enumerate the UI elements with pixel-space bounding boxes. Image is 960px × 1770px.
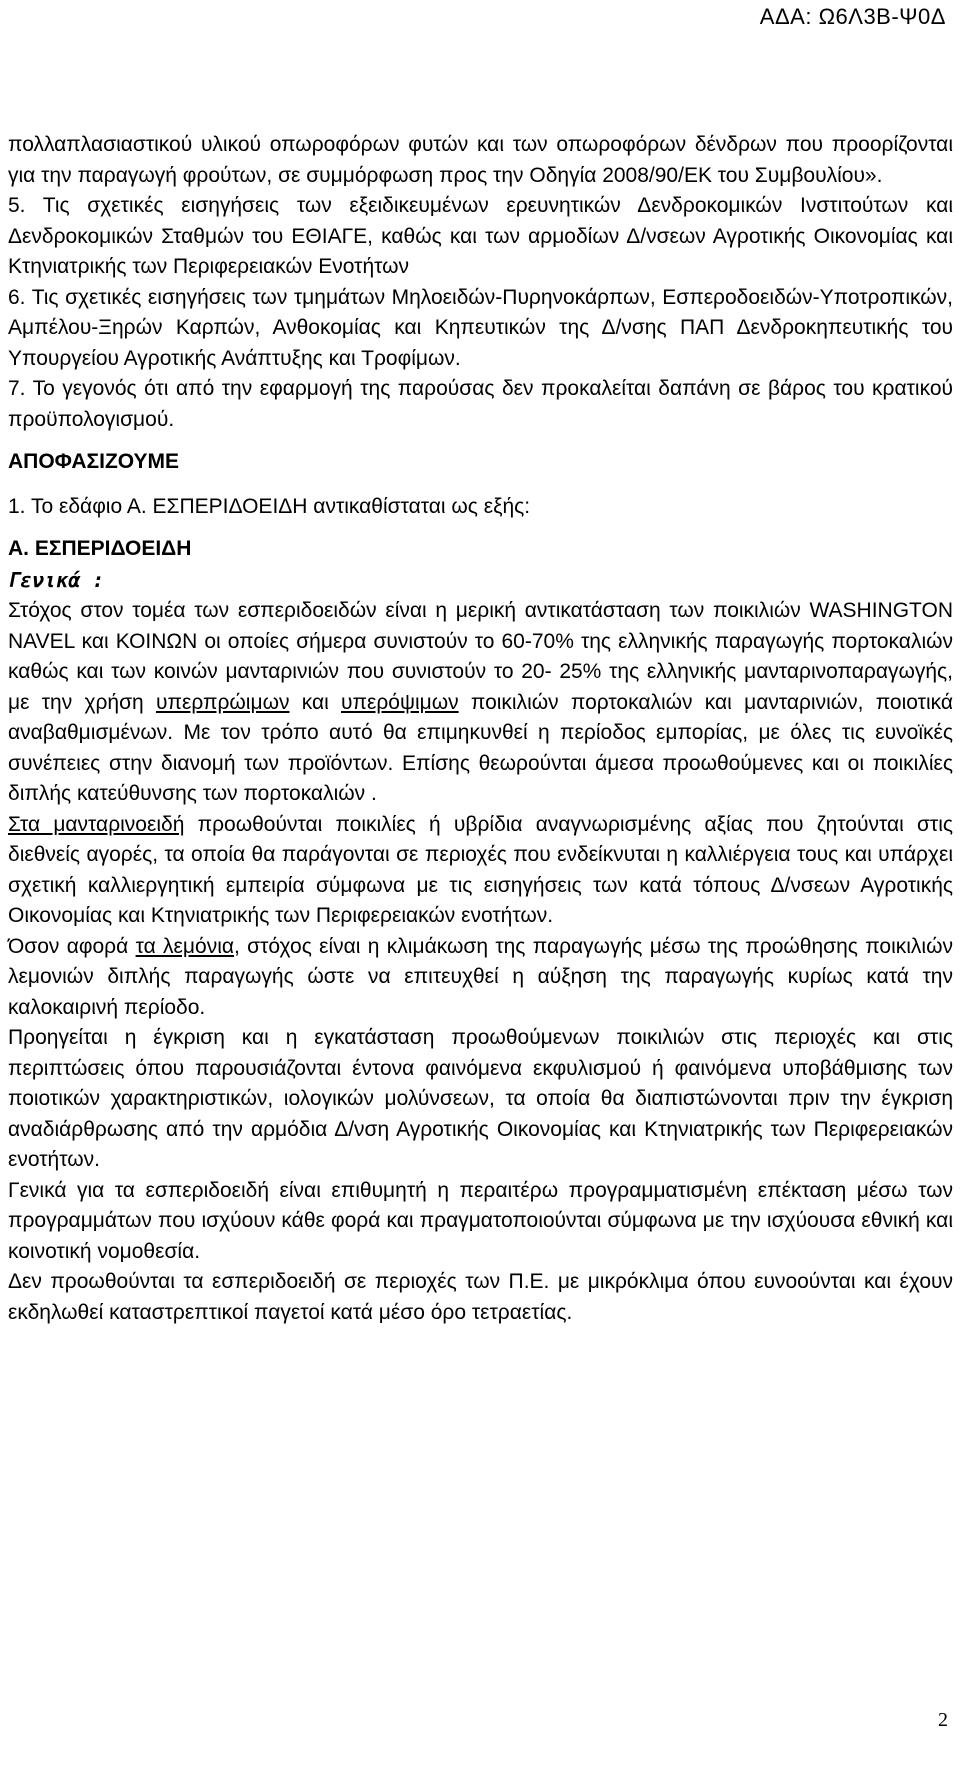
- recital-item-7: 7. Το γεγονός ότι από την εφαρμογή της παρούσας δεν προκαλείται δαπάνη σε βάρος του κρατικού προϋπολογισμού.: [8, 377, 953, 431]
- mandarins-underlined: Στα μανταρινοειδή: [8, 812, 185, 836]
- goal-text-mid: και: [289, 690, 342, 714]
- ada-header: ΑΔΑ: Ω6Λ3Β-Ψ0Δ: [759, 4, 946, 29]
- lemons-text-start: Όσον αφορά: [8, 934, 136, 958]
- paragraph-goal: [8, 596, 953, 810]
- goal-text-start: Στόχος στον τομέα των εσπεριδοειδών είναι η μερική αντικατάσταση των ποικιλιών WASHINGTON NAVEL και ΚΟΙΝΩΝ οι οποίες σήμερα συνιστούν το 60-70% της ελληνικής παραγωγής πορτοκαλιών καθώς και των κοινών μανταρινιών που συνιστούν το 20- 25% της ελληνικής μανταρινοπαραγωγής, με την χρήση: [8, 599, 953, 714]
- lemons-text: , στόχος είναι η κλιμάκωση της παραγωγής μέσω της προώθησης ποικιλιών λεμονιών διπλής παραγωγής ώστε να επιτευχθεί η αύξηση της παραγωγής κυρίως κατά την καλοκαιρινή περίοδο.: [8, 934, 953, 1019]
- goal-underlined-early: υπερπρώιμων: [155, 690, 290, 714]
- paragraph-approval: Προηγείται η έγκριση και η εγκατάσταση προωθούμενων ποικιλιών στις περιοχές και στις περιπτώσεις όπου παρουσιάζονται έντονα φαινόμενα εκφυλισμού ή φαινόμενα υποβάθμισης των ποιοτικών χαρακτηριστικών, ιολογικών μολύνσεων, τα οποία θα διαπιστώνονται πριν την έγκριση αναδιάρθρωσης από την αρμόδια Δ/νση Αγροτικής Οικονομίας και Κτηνιατρικής των Περιφερειακών ενοτήτων.: [8, 1026, 953, 1171]
- recital-item-5: 5. Τις σχετικές εισηγήσεις των εξειδικευμένων ερευνητικών Δενδροκομικών Ινστιτούτων και Δενδροκομικών Σταθμών του ΕΘΙΑΓΕ, καθώς και των αρμοδίων Δ/νσεων Αγροτικής Οικονομίας και Κτηνιατρικής των Περιφερειακών Ενοτήτων: [8, 194, 953, 278]
- page-number: 2: [938, 1709, 948, 1731]
- general-label-line: [8, 565, 953, 597]
- decision-heading: ΑΠΟΦΑΣΙΖΟΥΜΕ: [8, 450, 180, 473]
- document-body: [8, 130, 953, 1328]
- general-label: Γενικά :: [8, 567, 105, 592]
- paragraph-microclimate: Δεν προωθούνται τα εσπεριδοειδή σε περιοχές των Π.Ε. με μικρόκλιμα όπου ευνοούνται και έχουν εκδηλωθεί καταστρεπτικοί παγετοί κατά μέσο όρο τετραετίας.: [8, 1270, 953, 1324]
- section-title: Α. ΕΣΠΕΡΙΔΟΕΙΔΗ: [8, 537, 192, 560]
- paragraph-general: Γενικά για τα εσπεριδοειδή είναι επιθυμητή η περαιτέρω προγραμματισμένη επέκταση μέσω των προγραμμάτων που ισχύουν κάθε φορά και πραγματοποιούνται σύμφωνα με την ισχύουσα εθνική και κοινοτική νομοθεσία.: [8, 1178, 953, 1263]
- goal-underlined-late: υπερόψιμων: [341, 690, 459, 714]
- lemons-underlined: τα λεμόνια: [135, 934, 235, 958]
- decision-item-1: 1. Το εδάφιο Α. ΕΣΠΕΡΙΔΟΕΙΔΗ αντικαθίσταται ως εξής:: [8, 494, 531, 518]
- paragraph-mandarins: [8, 810, 953, 932]
- goal-text-end: ποικιλιών πορτοκαλιών και μανταρινιών, ποιοτικά αναβαθμισμένων. Με τον τρόπο αυτό θα επιμηκυνθεί η περίοδος εμπορίας, με όλες τις ευνοϊκές συνέπειες στην διανομή των προϊόντων. Επίσης θεωρούνται άμεσα προωθούμενες και οι ποικιλίες διπλής κατεύθυνσης των πορτοκαλιών .: [8, 690, 953, 805]
- paragraph-lemons: [8, 932, 953, 1024]
- recital-item-6: 6. Τις σχετικές εισηγήσεις των τμημάτων Μηλοειδών-Πυρηνοκάρπων, Εσπεροδοειδών-Υποτροπικών, Αμπέλου-Ξηρών Καρπών, Ανθοκομίας και Κηπευτικών της Δ/νσης ΠΑΠ Δενδροκηπευτικής του Υπουργείου Αγροτικής Ανάπτυξης και Τροφίμων.: [8, 285, 953, 370]
- paragraph-continuation: πολλαπλασιαστικού υλικού οπωροφόρων φυτών και των οπωροφόρων δένδρων που προορίζονται για την παραγωγή φρούτων, σε συμμόρφωση προς την Οδηγία 2008/90/ΕΚ του Συμβουλίου».: [8, 133, 953, 187]
- mandarins-text: προωθούνται ποικιλίες ή υβρίδια αναγνωρισμένης αξίας που ζητούνται στις διεθνείς αγορές, τα οποία θα παράγονται σε περιοχές που ενδείκνυται η καλλιέργεια τους και υπάρχει σχετική καλλιεργητική εμπειρία σύμφωνα με τις εισηγήσεις των κατά τόπους Δ/νσεων Αγροτικής Οικονομίας και Κτηνιατρικής των Περιφερειακών ενοτήτων.: [8, 812, 953, 927]
